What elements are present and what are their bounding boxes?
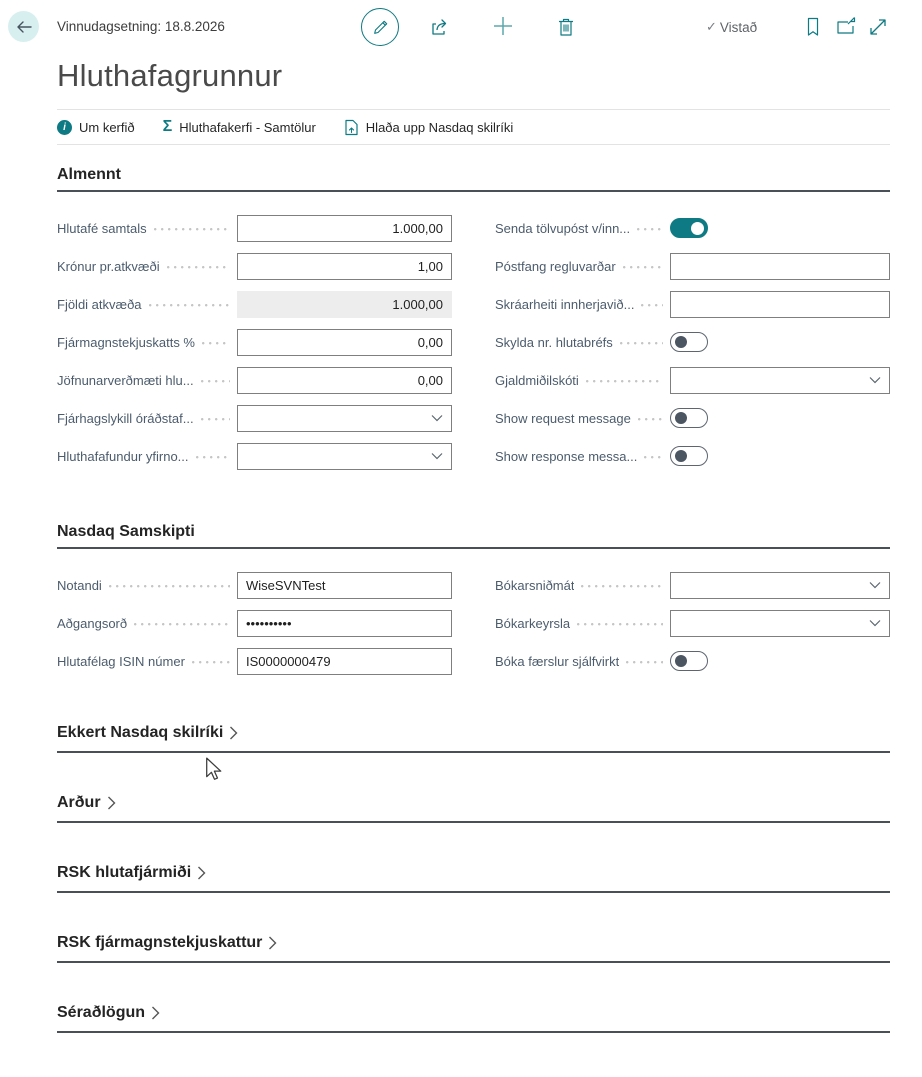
dotted-leader — [201, 418, 230, 421]
chevron-right-icon — [197, 866, 206, 880]
jofnunarverdmaeti-input[interactable] — [237, 367, 452, 394]
collapsed-section-ardur[interactable] — [57, 794, 890, 823]
section-nasdaq-header[interactable]: Nasdaq Samskipti — [57, 523, 890, 549]
expand-arrows-icon — [868, 17, 888, 37]
field-label: Bókarsniðmát — [495, 577, 575, 593]
field-gjaldmidilskoti — [495, 361, 890, 399]
section-almennt — [57, 166, 890, 475]
collapsed-section-seradlogun[interactable] — [57, 1004, 890, 1033]
dotted-leader — [620, 342, 663, 345]
delete-button[interactable] — [557, 17, 575, 37]
field-hluthafafundur — [57, 437, 452, 475]
field-label: Jöfnunarverðmæti hlu... — [57, 372, 194, 388]
field-label: Aðgangsorð — [57, 615, 128, 631]
postfang-regluvardar-input[interactable] — [670, 253, 890, 280]
dotted-leader — [196, 456, 230, 459]
toggle-knob — [675, 450, 687, 462]
save-status-label: Vistað — [719, 19, 758, 35]
field-label: Senda tölvupóst v/inn... — [495, 220, 631, 236]
new-button[interactable] — [492, 15, 514, 37]
back-arrow-icon — [16, 20, 32, 34]
dotted-leader — [167, 266, 230, 269]
plus-icon — [492, 15, 514, 37]
field-fjarhagslykill — [57, 399, 452, 437]
field-label: Skylda nr. hlutabréfs — [495, 334, 613, 350]
field-label: Gjaldmiðilskóti — [495, 372, 579, 388]
field-skraarheiti — [495, 285, 890, 323]
field-bokarsnidmat — [495, 566, 890, 604]
skraarheiti-input[interactable] — [670, 291, 890, 318]
dotted-leader — [154, 228, 230, 231]
field-label: Hlutafélag ISIN númer — [57, 653, 185, 669]
collapsed-title: RSK fjármagnstekjuskattur — [57, 934, 263, 951]
field-hlutafe-samtals — [57, 209, 452, 247]
action-about-system[interactable] — [57, 120, 135, 135]
trash-icon — [557, 17, 575, 37]
isin-numer-input[interactable] — [237, 648, 452, 675]
action-about-label: Um kerfið — [79, 119, 135, 135]
page-content — [57, 166, 890, 1033]
upload-file-icon — [344, 119, 359, 136]
almennt-right-column — [495, 209, 890, 475]
sigma-icon: Σ — [162, 118, 173, 135]
nasdaq-left-column — [57, 566, 452, 680]
action-bar — [57, 109, 890, 145]
field-label: Notandi — [57, 577, 102, 593]
field-label: Hluthafafundur yfirno... — [57, 448, 189, 464]
toggle-knob — [675, 336, 687, 348]
hluthafafundur-dropdown[interactable] — [237, 443, 452, 470]
dotted-leader — [623, 266, 663, 269]
field-senda-tolvupost — [495, 209, 890, 247]
fjoldi-atkvaeda-input — [237, 291, 452, 318]
back-button[interactable] — [8, 11, 39, 42]
notandi-input[interactable] — [237, 572, 452, 599]
chevron-right-icon — [151, 1006, 160, 1020]
section-almennt-header[interactable]: Almennt — [57, 166, 890, 192]
collapsed-section-rsk-fjarmagnstekjuskattur[interactable] — [57, 934, 890, 963]
pencil-icon — [372, 19, 389, 36]
kronur-pr-atkvaedi-input[interactable] — [237, 253, 452, 280]
bookmark-button[interactable] — [806, 17, 820, 37]
chevron-right-icon — [229, 726, 238, 740]
field-label: Show response messa... — [495, 448, 638, 464]
field-label: Bóka færslur sjálfvirkt — [495, 653, 620, 669]
hlutafe-samtals-input[interactable] — [237, 215, 452, 242]
working-date: Vinnudagsetning: 18.8.2026 — [57, 19, 225, 34]
show-request-message-toggle[interactable] — [670, 408, 708, 428]
almennt-left-column — [57, 209, 452, 475]
dotted-leader — [637, 228, 663, 231]
senda-tolvupost-toggle[interactable] — [670, 218, 708, 238]
share-icon — [431, 17, 451, 36]
collapsed-title: Arður — [57, 794, 101, 811]
dotted-leader — [586, 380, 663, 383]
bokarkeyrsla-dropdown[interactable] — [670, 610, 890, 637]
open-in-window-button[interactable] — [836, 17, 857, 36]
field-label: Show request message — [495, 410, 631, 426]
field-label: Fjöldi atkvæða — [57, 296, 142, 312]
toggle-knob — [675, 412, 687, 424]
dotted-leader — [577, 623, 663, 626]
boka-faerslur-toggle[interactable] — [670, 651, 708, 671]
dotted-leader — [626, 661, 663, 664]
dotted-leader — [581, 585, 663, 588]
dotted-leader — [134, 623, 230, 626]
save-status — [706, 19, 757, 35]
field-isin-numer — [57, 642, 452, 680]
chevron-right-icon — [268, 936, 277, 950]
field-kronur-pr-atkvaedi — [57, 247, 452, 285]
toggle-knob — [675, 655, 687, 667]
collapsed-title: Ekkert Nasdaq skilríki — [57, 724, 224, 741]
gjaldmidilskoti-dropdown[interactable] — [670, 367, 890, 394]
action-totals-label: Hluthafakerfi - Samtölur — [179, 119, 316, 135]
skylda-nr-hlutabrefs-toggle[interactable] — [670, 332, 708, 352]
field-show-response-message — [495, 437, 890, 475]
field-fjarmagnstekjuskatts — [57, 323, 452, 361]
info-icon: i — [57, 120, 72, 135]
field-label: Póstfang regluvarðar — [495, 258, 616, 274]
bookmark-icon — [806, 17, 820, 37]
adgangsord-password-input[interactable] — [237, 610, 452, 637]
nasdaq-right-column — [495, 566, 890, 680]
collapsed-title: RSK hlutafjármiði — [57, 864, 192, 881]
field-show-request-message — [495, 399, 890, 437]
share-button[interactable] — [431, 17, 451, 36]
action-upload-label: Hlaða upp Nasdaq skilríki — [365, 119, 514, 135]
edit-button[interactable] — [361, 8, 399, 46]
field-notandi — [57, 566, 452, 604]
collapsed-title: Séraðlögun — [57, 1004, 146, 1021]
bokarsnidmat-dropdown[interactable] — [670, 572, 890, 599]
section-nasdaq-samskipti — [57, 523, 890, 680]
field-label: Fjármagnstekjuskatts % — [57, 334, 195, 350]
toggle-knob — [691, 222, 704, 235]
collapsed-section-ekkert-nasdaq-skilriki[interactable] — [57, 724, 890, 753]
check-icon: ✓ — [706, 19, 717, 34]
dotted-leader — [192, 661, 230, 664]
dotted-leader — [638, 418, 663, 421]
dotted-leader — [202, 342, 230, 345]
expand-button[interactable] — [868, 17, 888, 37]
nasdaq-columns — [57, 566, 890, 680]
field-label: Hlutafé samtals — [57, 220, 147, 236]
field-label: Fjárhagslykill óráðstaf... — [57, 410, 194, 426]
fjarhagslykill-dropdown[interactable] — [237, 405, 452, 432]
field-jofnunarverdmaeti — [57, 361, 452, 399]
show-response-message-toggle[interactable] — [670, 446, 708, 466]
chevron-right-icon — [107, 796, 116, 810]
action-upload-nasdaq-certificate[interactable] — [344, 119, 513, 136]
field-bokarkeyrsla — [495, 604, 890, 642]
dotted-leader — [149, 304, 230, 307]
dotted-leader — [644, 456, 663, 459]
fjarmagnstekjuskatts-input[interactable] — [237, 329, 452, 356]
field-adgangsord — [57, 604, 452, 642]
action-shareholder-totals[interactable] — [163, 118, 316, 136]
collapsed-section-rsk-hlutafjarmidi[interactable] — [57, 864, 890, 893]
almennt-columns — [57, 209, 890, 475]
field-label: Skráarheiti innherjavið... — [495, 296, 635, 312]
field-label: Krónur pr.atkvæði — [57, 258, 160, 274]
field-skylda-nr-hlutabrefs — [495, 323, 890, 361]
page-title: Hluthafagrunnur — [57, 58, 283, 93]
dotted-leader — [109, 585, 230, 588]
field-label: Bókarkeyrsla — [495, 615, 571, 631]
dotted-leader — [641, 304, 663, 307]
field-postfang-regluvardar — [495, 247, 890, 285]
field-boka-faerslur — [495, 642, 890, 680]
field-fjoldi-atkvaeda — [57, 285, 452, 323]
top-bar — [0, 0, 922, 54]
dotted-leader — [201, 380, 230, 383]
popout-window-icon — [836, 17, 857, 36]
